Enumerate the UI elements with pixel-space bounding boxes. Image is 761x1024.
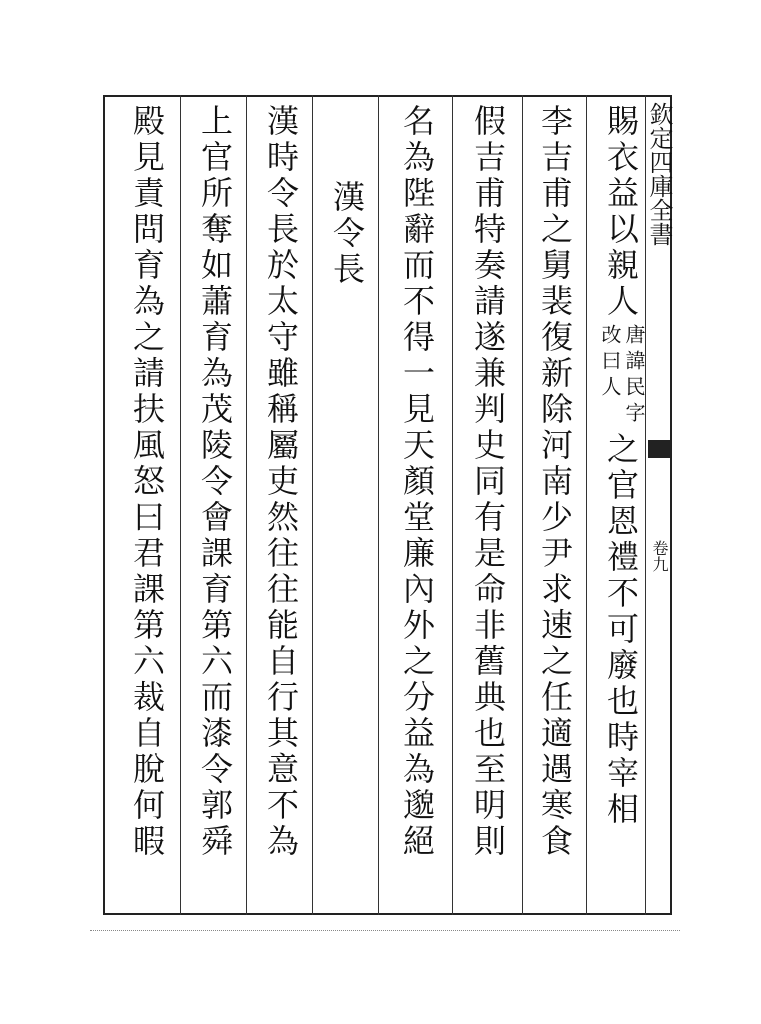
text-main: 賜衣益以親人: [602, 104, 640, 320]
text-column-8: 殿見責問育為之請扶風怒曰君課第六裁自脫何暇: [128, 104, 166, 860]
column-divider: [378, 95, 379, 915]
text-column-6: 漢時令長於太守雖稱屬吏然往往能自行其意不為: [262, 104, 300, 860]
text-column-3: 假吉甫特奏請遂兼判史同有是命非舊典也至明則: [469, 104, 507, 860]
text-column-4: 名為陛辭而不得一見天顏堂廉內外之分益為邈絕: [398, 104, 436, 860]
book-title: 欽定四庫全書: [645, 102, 673, 246]
column-divider: [312, 95, 313, 915]
fish-tail-mark: [648, 440, 670, 458]
volume-label: 卷九: [650, 540, 669, 572]
scan-noise: [90, 930, 680, 931]
column-divider: [452, 95, 453, 915]
text-column-7: 上官所奪如蕭育為茂陵令會課育第六而漆令郭舜: [196, 104, 234, 860]
column-divider: [180, 95, 181, 915]
column-divider: [522, 95, 523, 915]
section-heading: 漢令長: [328, 180, 366, 288]
annotation-right: 唐諱民字: [622, 324, 646, 428]
column-divider: [246, 95, 247, 915]
annotation: [598, 324, 646, 428]
annotation-left: 改曰人: [598, 324, 622, 402]
page-margin: [646, 100, 672, 910]
text-main: 之官恩禮不可廢也時宰相: [602, 432, 640, 828]
text-column-1: [596, 104, 646, 909]
column-divider: [586, 95, 587, 915]
text-column-2: 李吉甫之舅裴復新除河南少尹求速之任適遇寒食: [536, 104, 574, 860]
